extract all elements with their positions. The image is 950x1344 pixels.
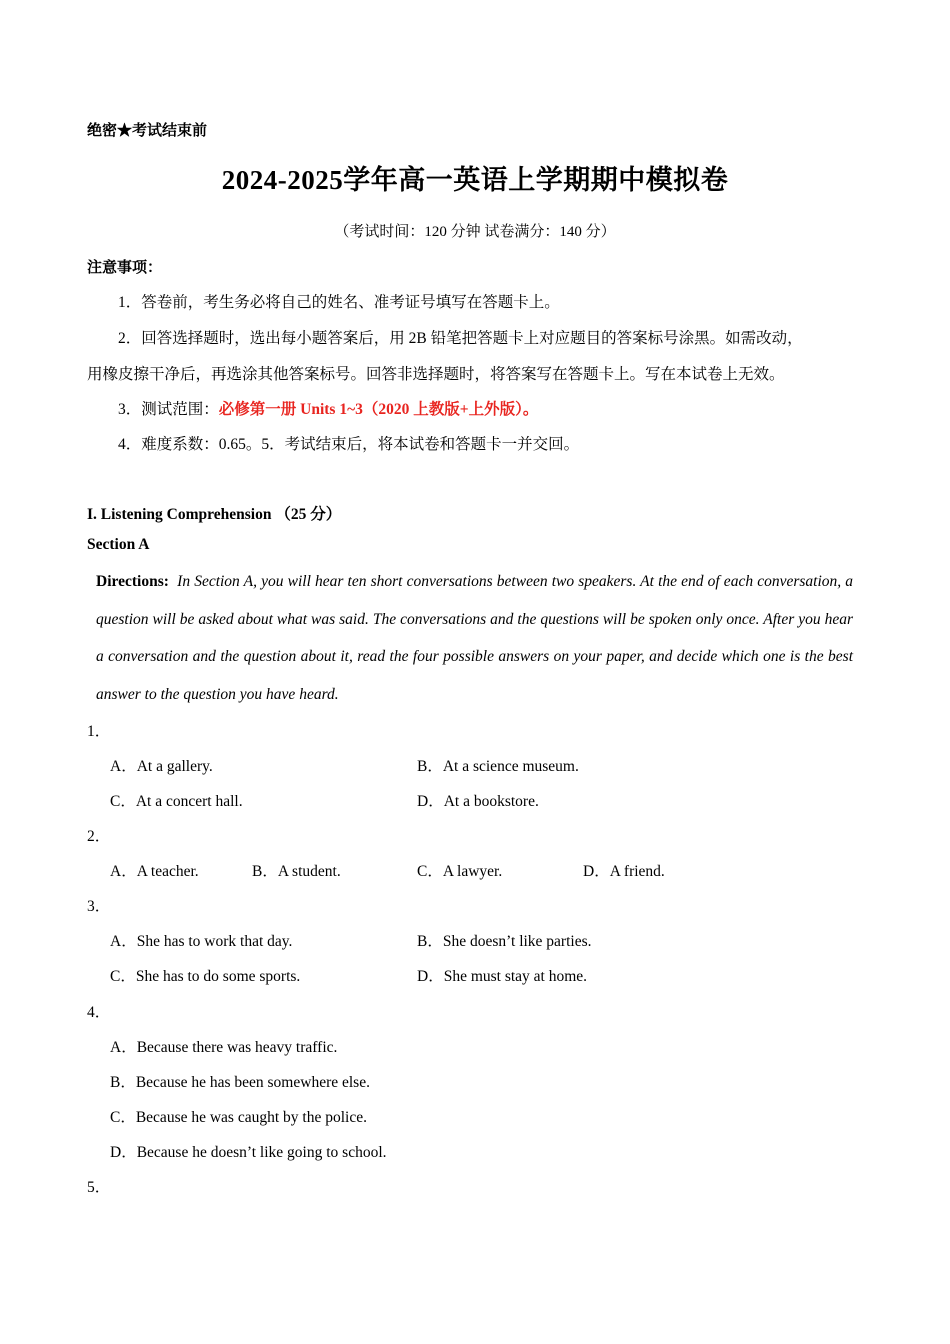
question-number: 3． xyxy=(87,898,111,915)
question-number: 2． xyxy=(87,828,111,845)
q4-option-a: A．Because there was heavy traffic. xyxy=(110,1039,338,1056)
question-number: 1． xyxy=(87,723,111,740)
directions xyxy=(96,563,853,713)
test-scope-highlight: 必修第一册 Units 1~3（2020 上教版+上外版）。 xyxy=(218,401,539,418)
q1-option-a: A．At a gallery. xyxy=(110,758,213,775)
question-number: 4． xyxy=(87,1004,111,1021)
section-title: I. Listening Comprehension （25 分） xyxy=(87,506,342,523)
q4-option-d: D．Because he doesn’t like going to school. xyxy=(110,1144,387,1161)
q2-option-a: A．A teacher. xyxy=(110,863,199,880)
note-item-2-line-1: 2．回答选择题时，选出每小题答案后，用 2B 铅笔把答题卡上对应题目的答案标号涂黑。如需改动， xyxy=(118,330,803,347)
note-item-4: 4．难度系数：0.65。5．考试结束后，将本试卷和答题卡一并交回。 xyxy=(118,436,580,453)
directions-text: In Section A, you will hear ten short conversations between two speakers. At the end of each conversation, a question will be asked about what was said. The conversations and the questions will be spoken only once. After you hear a conversation and the question about it, read the four possible answers on your paper, and decide which one is the best answer to the question you have heard. xyxy=(96,573,854,703)
note-item-1: 1．答卷前，考生务必将自己的姓名、准考证号填写在答题卡上。 xyxy=(118,294,560,311)
q4-option-c: C．Because he was caught by the police. xyxy=(110,1109,367,1126)
q1-option-b: B．At a science museum. xyxy=(417,758,579,775)
note-item-3-prefix: 3．测试范围： xyxy=(118,401,219,418)
q3-option-a: A．She has to work that day. xyxy=(110,933,293,950)
q3-option-c: C．She has to do some sports. xyxy=(110,968,301,985)
q4-option-b: B．Because he has been somewhere else. xyxy=(110,1074,370,1091)
confidential-label: 绝密★考试结束前 xyxy=(87,123,208,139)
notes-heading: 注意事项： xyxy=(87,260,163,276)
subsection-title: Section A xyxy=(87,536,150,553)
directions-label: Directions: xyxy=(96,573,169,590)
q3-option-d: D．She must stay at home. xyxy=(417,968,588,985)
q2-option-b: B．A student. xyxy=(252,863,341,880)
q1-option-d: D．At a bookstore. xyxy=(417,793,539,810)
q1-option-c: C．At a concert hall. xyxy=(110,793,243,810)
note-item-2-line-2: 用橡皮擦干净后，再选涂其他答案标号。回答非选择题时，将答案写在答题卡上。写在本试卷上无效。 xyxy=(87,366,785,383)
note-item-3 xyxy=(118,397,538,419)
q2-option-c: C．A lawyer. xyxy=(417,863,503,880)
exam-info: （考试时间：120 分钟 试卷满分：140 分） xyxy=(334,224,616,240)
page-title: 2024-2025学年高一英语上学期期中模拟卷 xyxy=(221,165,729,195)
q2-option-d: D．A friend. xyxy=(583,863,665,880)
question-number: 5． xyxy=(87,1179,111,1196)
q3-option-b: B．She doesn’t like parties. xyxy=(417,933,592,950)
